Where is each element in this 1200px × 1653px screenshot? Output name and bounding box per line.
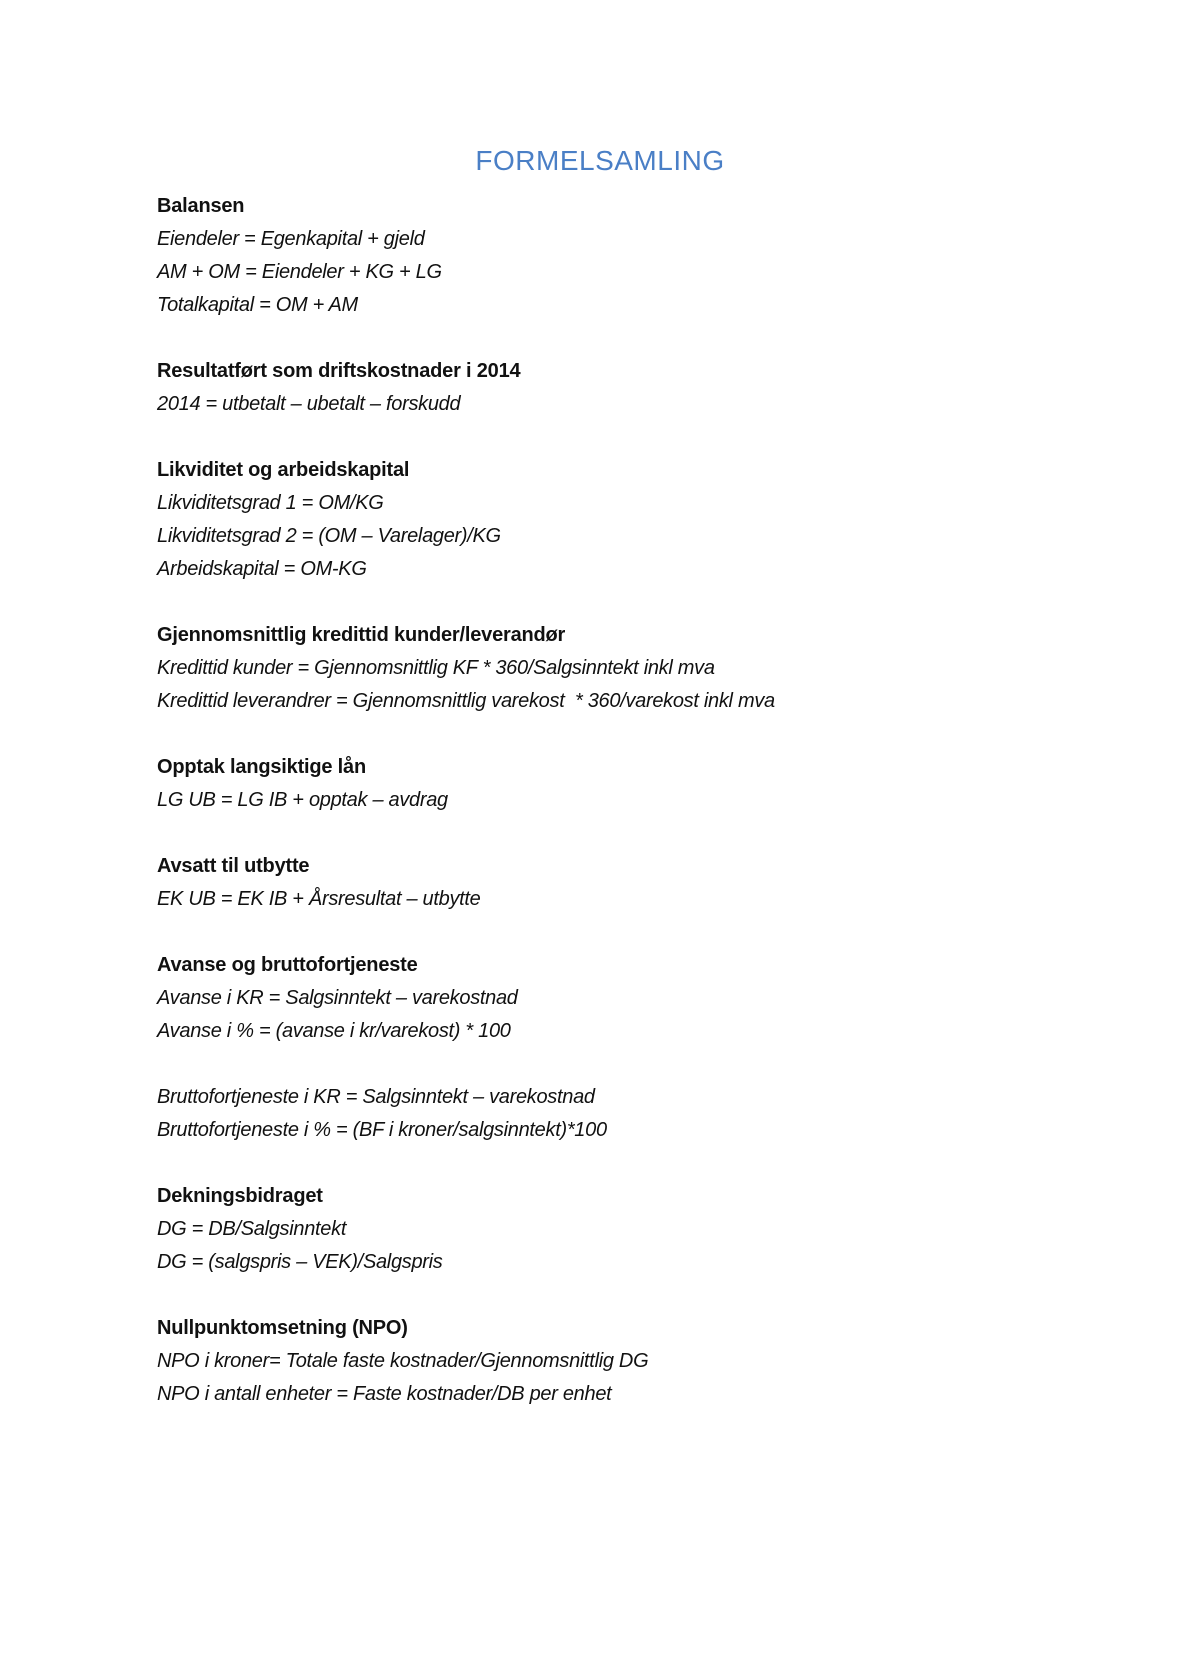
formula-line: DG = DB/Salgsinntekt xyxy=(157,1218,347,1240)
section-resultatfort xyxy=(157,355,1057,421)
formula-line: Avanse i % = (avanse i kr/varekost) * 100 xyxy=(157,1020,511,1042)
section-npo xyxy=(157,1312,1057,1411)
section-heading: Likviditet og arbeidskapital xyxy=(157,459,410,481)
formula-line: Kredittid kunder = Gjennomsnittlig KF * 360/Salgsinntekt inkl mva xyxy=(157,657,715,679)
section-balansen xyxy=(157,190,1057,322)
section-heading: Avanse og bruttofortjeneste xyxy=(157,954,418,976)
formula-line: NPO i kroner= Totale faste kostnader/Gjennomsnittlig DG xyxy=(157,1350,649,1372)
section-kredittid xyxy=(157,619,1057,718)
formula-line: EK UB = EK IB + Årsresultat – utbytte xyxy=(157,888,481,910)
section-opptak xyxy=(157,751,1057,817)
section-dekningsbidraget xyxy=(157,1180,1057,1279)
section-heading: Gjennomsnittlig kredittid kunder/leverandør xyxy=(157,624,566,646)
formula-line: Bruttofortjeneste i % = (BF i kroner/salgsinntekt)*100 xyxy=(157,1119,607,1141)
formula-line: Totalkapital = OM + AM xyxy=(157,294,358,316)
formula-line: AM + OM = Eiendeler + KG + LG xyxy=(157,261,442,283)
formula-line: Arbeidskapital = OM-KG xyxy=(157,558,367,580)
section-heading: Balansen xyxy=(157,195,245,217)
formula-line: Avanse i KR = Salgsinntekt – varekostnad xyxy=(157,987,518,1009)
formula-line: DG = (salgspris – VEK)/Salgspris xyxy=(157,1251,443,1273)
section-heading: Opptak langsiktige lån xyxy=(157,756,366,778)
section-heading: Avsatt til utbytte xyxy=(157,855,310,877)
section-utbytte xyxy=(157,850,1057,916)
formula-line: 2014 = utbetalt – ubetalt – forskudd xyxy=(157,393,461,415)
document-body xyxy=(157,190,1057,1444)
formula-line: Bruttofortjeneste i KR = Salgsinntekt – varekostnad xyxy=(157,1086,595,1108)
formula-line: Eiendeler = Egenkapital + gjeld xyxy=(157,228,425,250)
blank-line xyxy=(157,1048,1057,1081)
formula-line: Kredittid leverandrer = Gjennomsnittlig varekost * 360/varekost inkl mva xyxy=(157,690,775,712)
section-heading: Resultatført som driftskostnader i 2014 xyxy=(157,360,521,382)
section-heading: Nullpunktomsetning (NPO) xyxy=(157,1317,408,1339)
section-heading: Dekningsbidraget xyxy=(157,1185,323,1207)
formula-line: LG UB = LG IB + opptak – avdrag xyxy=(157,789,448,811)
formula-line: Likviditetsgrad 1 = OM/KG xyxy=(157,492,384,514)
section-likviditet xyxy=(157,454,1057,586)
document-title: FORMELSAMLING xyxy=(475,145,725,176)
formula-line: Likviditetsgrad 2 = (OM – Varelager)/KG xyxy=(157,525,501,547)
formula-line: NPO i antall enheter = Faste kostnader/DB per enhet xyxy=(157,1383,612,1405)
section-avanse xyxy=(157,949,1057,1147)
